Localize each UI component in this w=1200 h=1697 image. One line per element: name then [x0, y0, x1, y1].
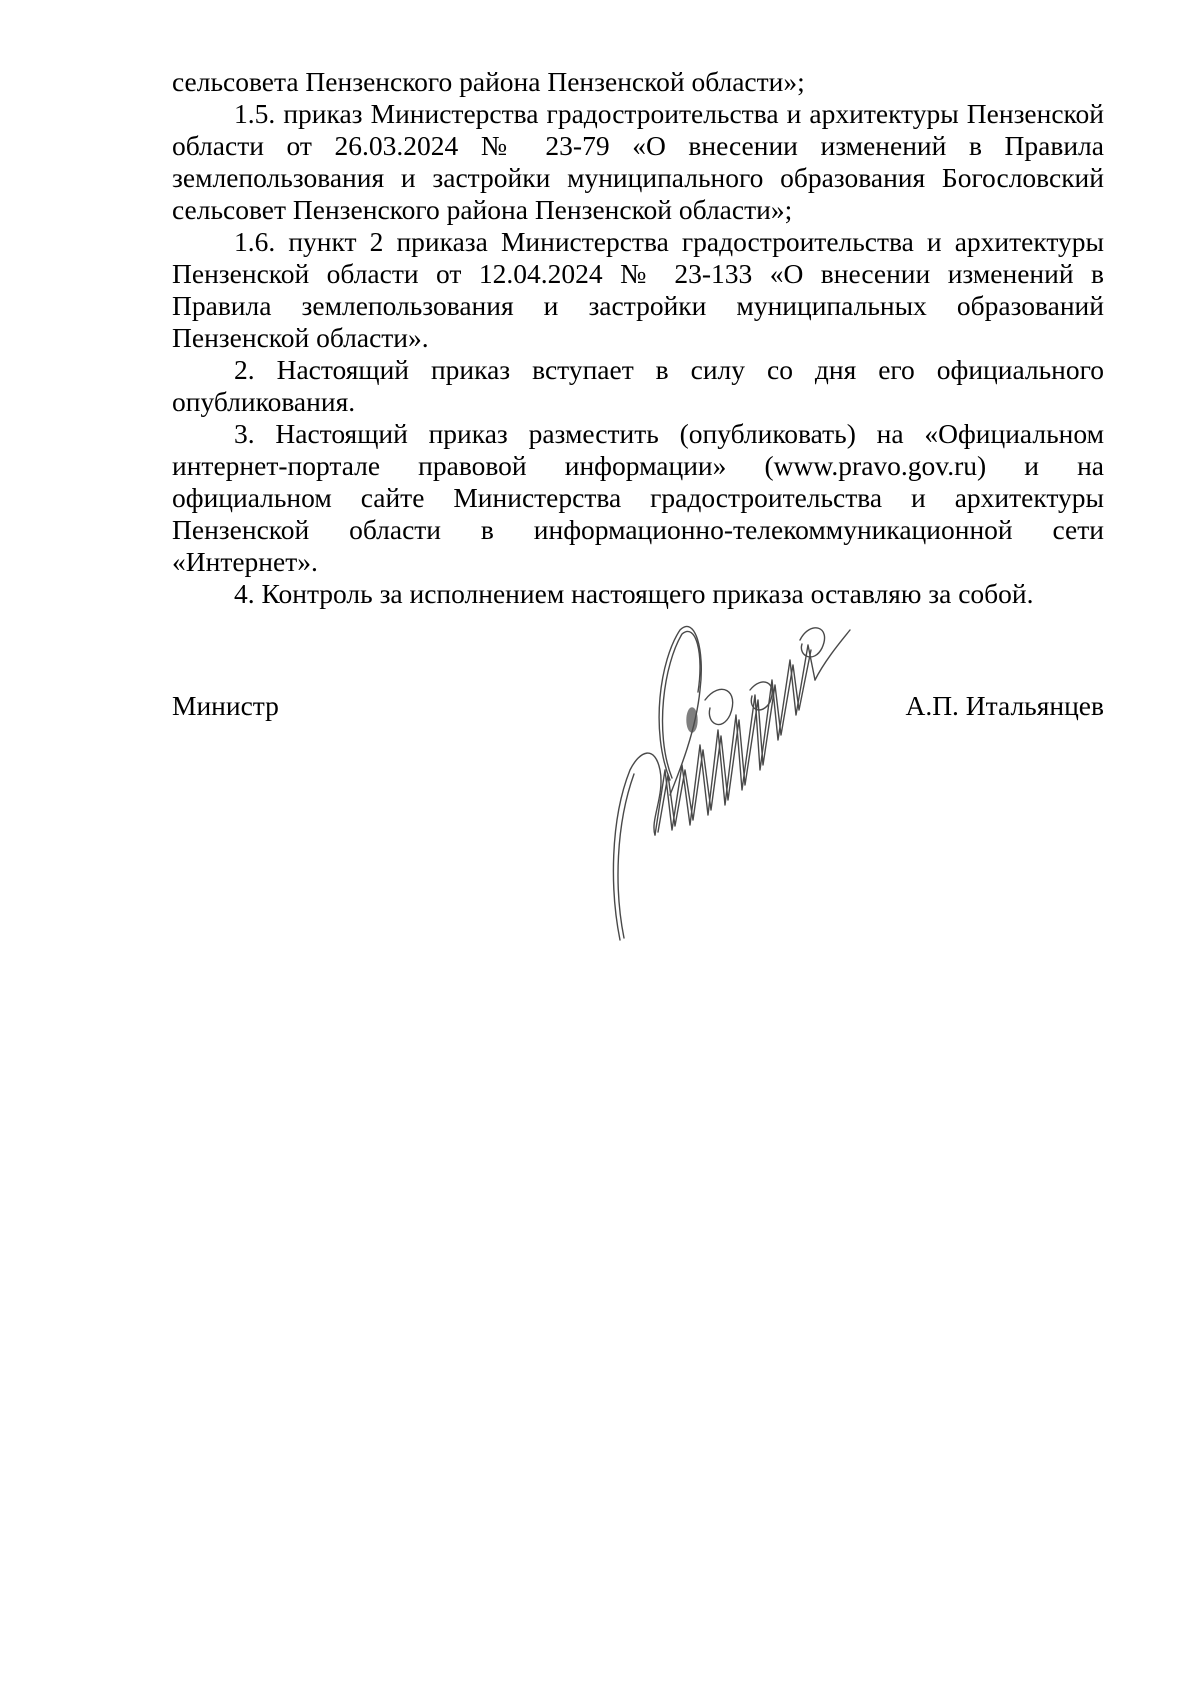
handwritten-signature	[610, 620, 860, 950]
paragraph-item-3: 3. Настоящий приказ разместить (опубликовать) на «Официальном интернет-портале правовой информации» (www.pravo.gov.ru) и на официальном сайте Министерства градостроительства и архитектуры Пензенской области в информационно-телекоммуникационной сети «Интернет».	[172, 418, 1104, 577]
paragraph-item-2: 2. Настоящий приказ вступает в силу со дня его официального опубликования.	[172, 354, 1104, 417]
signatory-name: А.П. Итальянцев	[905, 690, 1104, 721]
paragraph-item-1-6: 1.6. пункт 2 приказа Министерства градостроительства и архитектуры Пензенской области от 12.04.2024 № 23-133 «О внесении изменений в Правила землепользования и застройки муниципальных образований Пензенской области».	[172, 226, 1104, 353]
document-body	[172, 66, 1104, 610]
paragraph-continuation: сельсовета Пензенского района Пензенской области»;	[172, 66, 805, 97]
paragraph-item-4: 4. Контроль за исполнением настоящего приказа оставляю за собой.	[234, 578, 1034, 609]
signatory-position: Министр	[172, 690, 279, 721]
paragraph-item-1-5: 1.5. приказ Министерства градостроительства и архитектуры Пензенской области от 26.03.2024 № 23-79 «О внесении изменений в Правила землепользования и застройки муниципального образования Богословский сельсовет Пензенского района Пензенской области»;	[172, 98, 1104, 225]
